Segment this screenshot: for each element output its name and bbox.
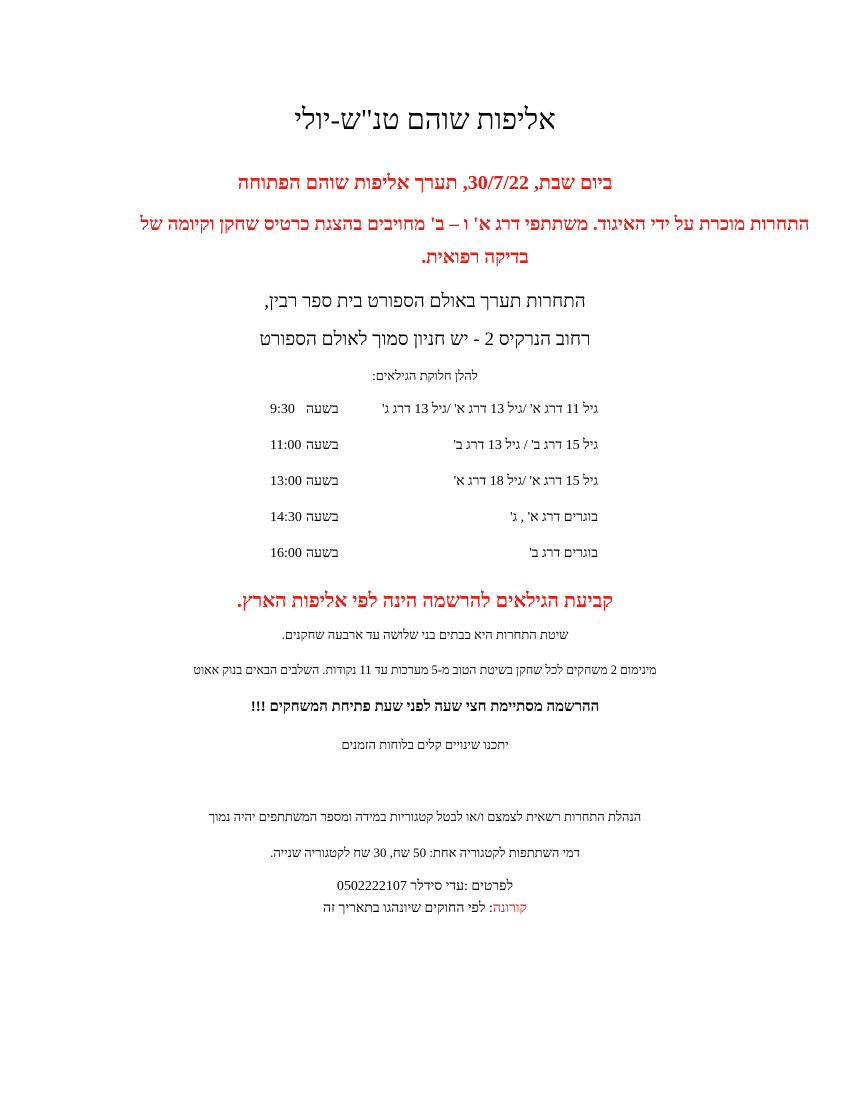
schedule-row — [0, 474, 850, 496]
registration-deadline: ההרשמה מסתיימת חצי שעה לפני שעת פתיחת המשחקים !!! — [250, 699, 600, 715]
schedule-time: 14:30 — [270, 510, 302, 525]
schedule-at-label: בשעה — [306, 474, 339, 489]
management-note: הנהלת התחרות רשאית לצמצם ו/או לבטל קטגוריות במידה ומספר המשתתפים יהיה נמוך — [208, 809, 642, 824]
schedule-row — [0, 438, 850, 460]
page-title: אליפות שוהם טנ"ש-יולי — [294, 104, 556, 136]
venue-line-1: התחרות תערך באולם הספורט בית ספר רבין, — [264, 291, 586, 312]
divisions-heading: להלן חלוקת הגילאים: — [372, 368, 478, 383]
schedule-time: 13:00 — [270, 474, 302, 489]
announcement: ביום שבת, 30/7/22, תערך אליפות שוהם הפתוחה — [237, 172, 613, 194]
schedule-category: בוגרים דרג א' , ג' — [509, 510, 598, 525]
schedule-at-label: בשעה — [306, 546, 339, 561]
format-text: שיטת התחרות היא בבתים בני שלושה עד ארבעה שחקנים. — [281, 627, 569, 642]
schedule-changes-note: יתכנו שינויים קלים בלוחות הזמנים — [341, 737, 509, 752]
schedule-time: 9:30 — [270, 402, 295, 417]
fees-text: דמי השתתפות לקטגוריה אחת: 50 שח, 30 שח לקטגוריה שנייה. — [270, 845, 580, 860]
schedule-row — [0, 546, 850, 568]
corona-note — [0, 901, 850, 917]
schedule-row — [0, 510, 850, 532]
schedule-at-label: בשעה — [306, 438, 339, 453]
age-note: קביעת הגילאים להרשמה הינה לפי אליפות הארץ. — [236, 590, 614, 612]
venue-line-2: רחוב הנרקיס 2 - יש חניון סמוך לאולם הספורט — [259, 329, 591, 350]
minimum-games-text: מינימום 2 משחקים לכל שחקן בשיטת הטוב מ-5 מערכות עד 11 נקודות. השלבים הבאים בנוק אאוט — [193, 663, 657, 677]
schedule-at-label: בשעה — [306, 402, 339, 417]
corona-label: קורונה — [492, 901, 527, 916]
schedule-at-label: בשעה — [306, 510, 339, 525]
schedule-time: 11:00 — [270, 438, 302, 453]
corona-text: : לפי החוקים שיונהגו בתאריך זה — [323, 901, 493, 916]
schedule-category: בוגרים דרג ב' — [529, 546, 598, 561]
schedule-category: גיל 11 דרג א' /גיל 13 דרג א' /גיל 13 דרג ג' — [382, 402, 598, 417]
schedule-row — [0, 402, 850, 424]
schedule-time: 16:00 — [270, 546, 302, 561]
contact-info: לפרטים :עדי סידלר 0502222107 — [336, 879, 514, 894]
requirement-text: התחרות מוכרת על ידי האיגוד. משתתפי דרג א' ו – ב' מחויבים בהצגת כרטיס שחקן וקיומה של בדיקה רפואית. — [140, 214, 810, 268]
schedule-category: גיל 15 דרג ב' / גיל 13 דרג ב' — [453, 438, 598, 453]
schedule-category: גיל 15 דרג א' /גיל 18 דרג א' — [453, 474, 598, 489]
